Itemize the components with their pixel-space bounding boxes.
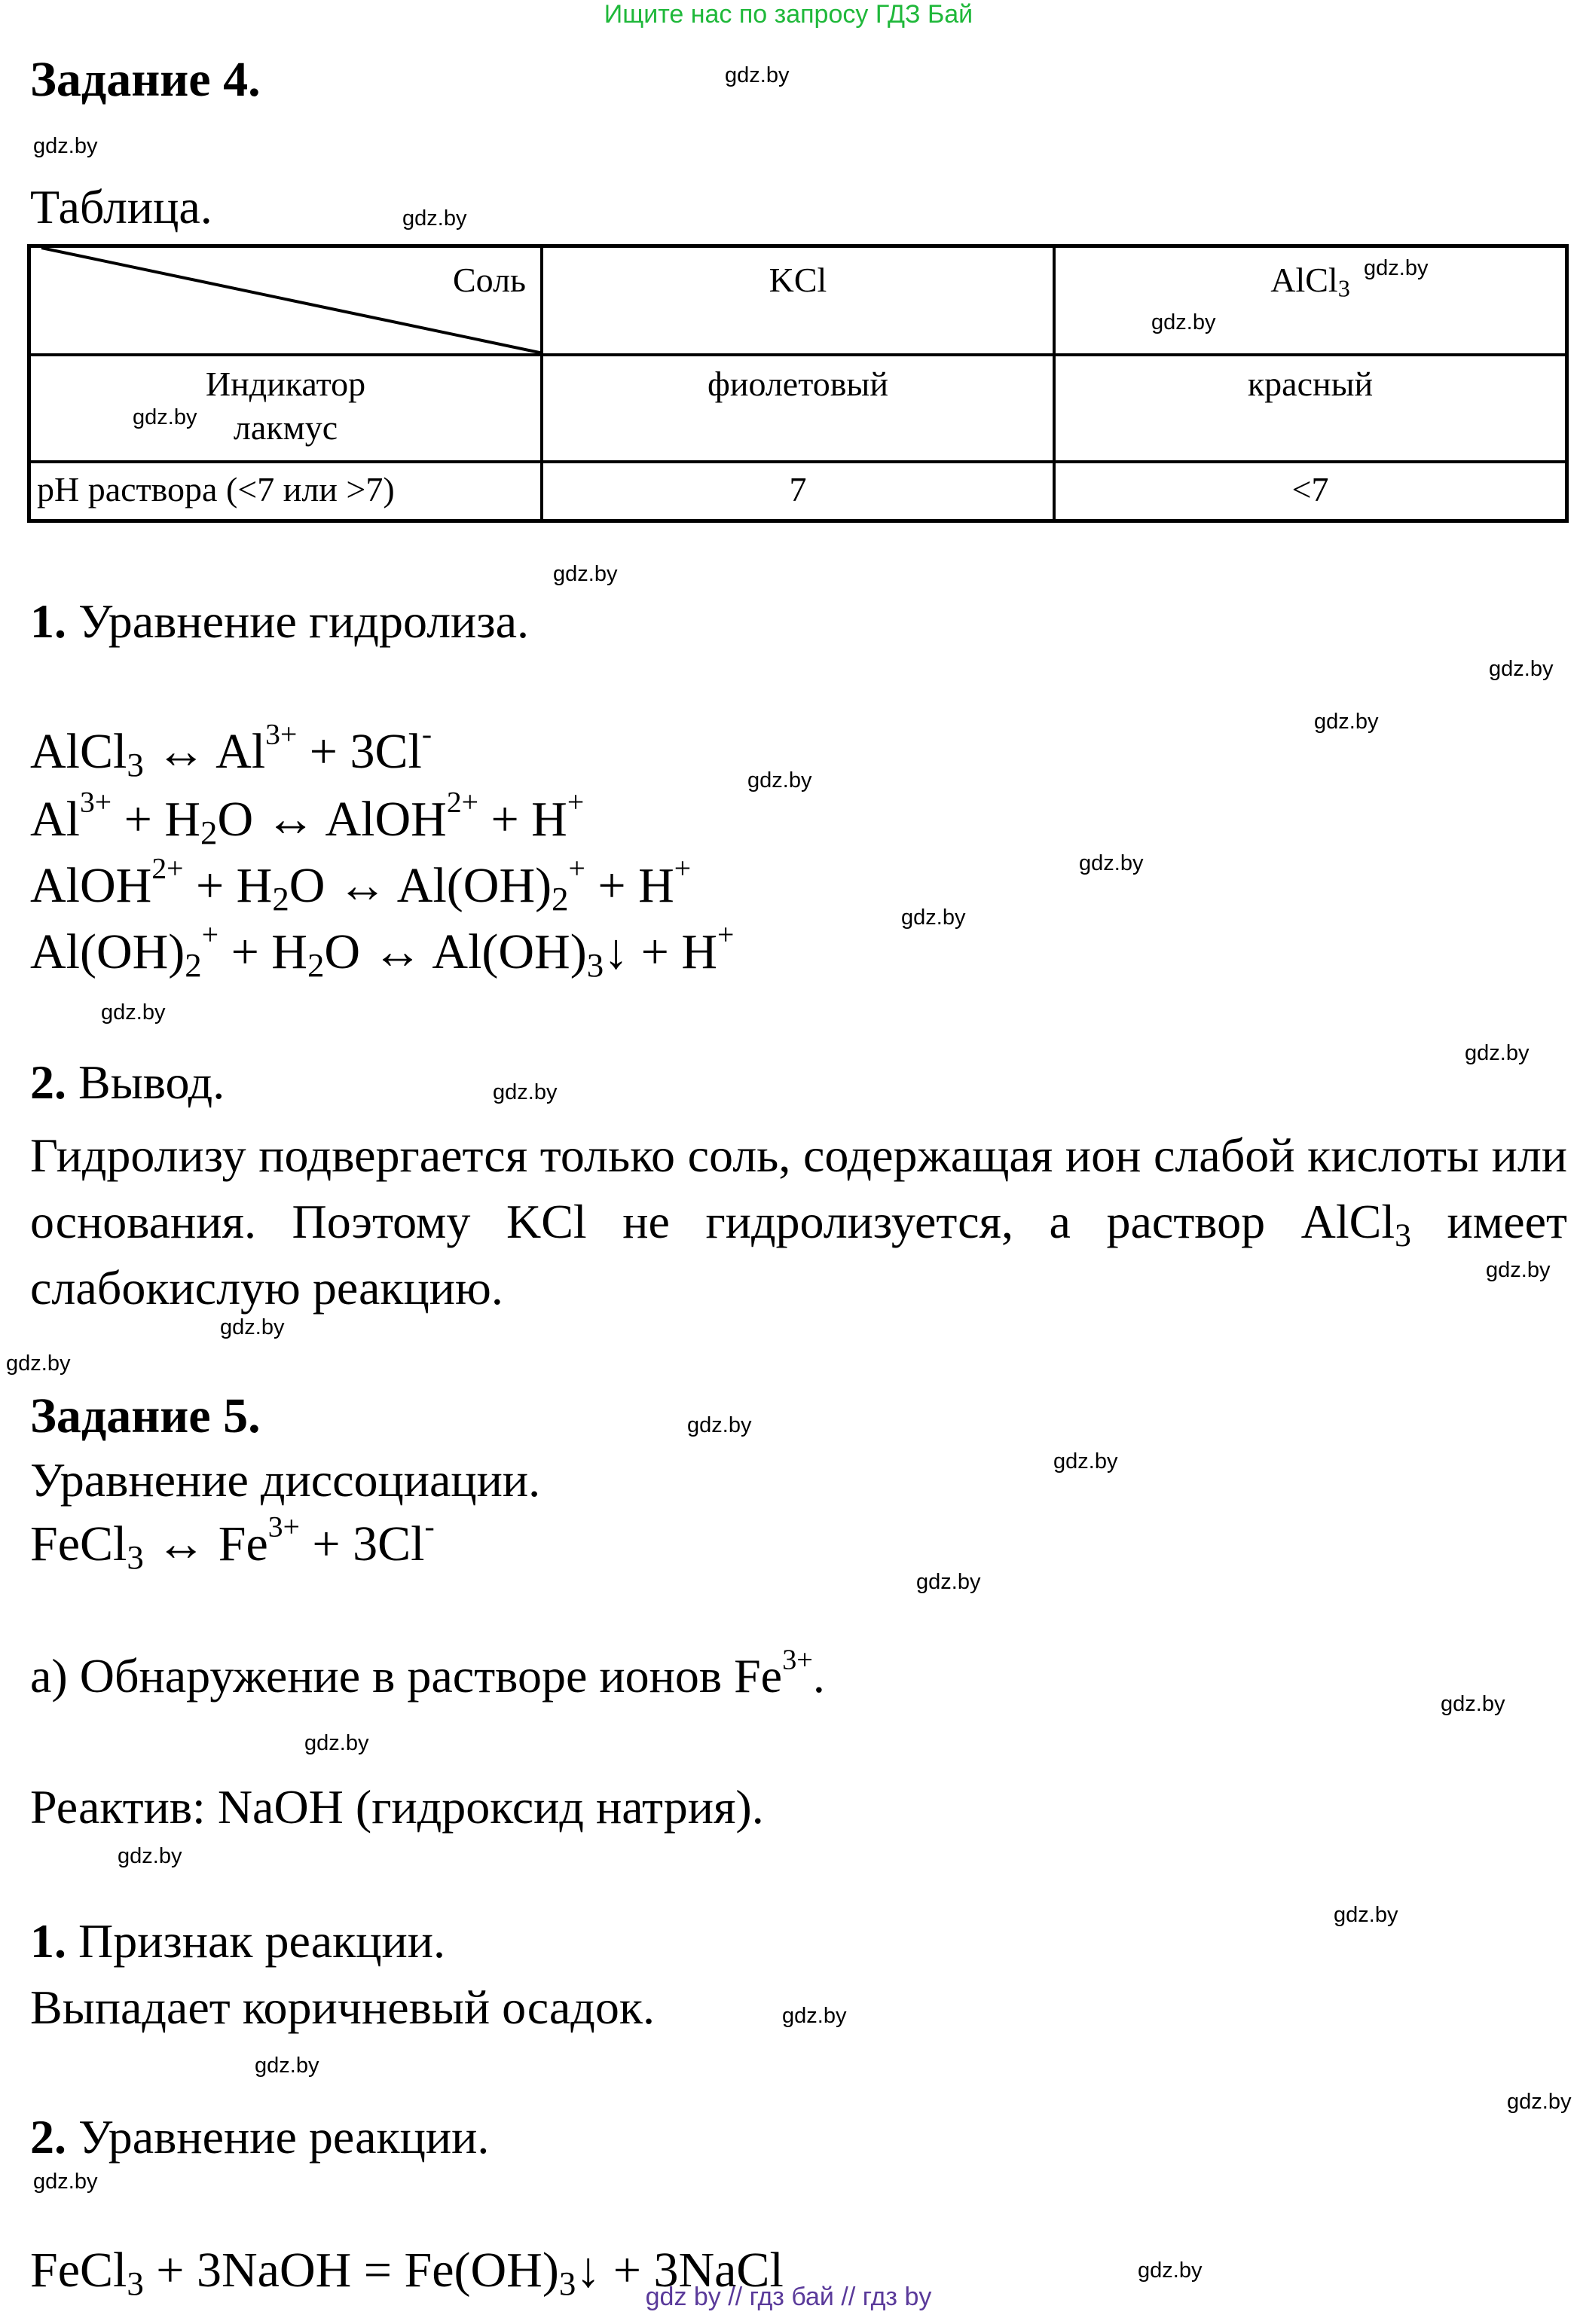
table-header-alcl3: AlCl$_3$ (1270, 261, 1350, 302)
conclusion-heading: 2. Вывод. (30, 1055, 225, 1109)
hydrolysis-equation-3: AlOH$^{2+}$ + $H_2O$ ↔ $Al(OH)_2^+ + H^+$ (30, 851, 692, 918)
watermark: gdz.by (1486, 1258, 1551, 1282)
table-row-ph-label: pH раствора (<7 или >7) (37, 470, 395, 508)
table-row-indicator-label-line2: лакмус (233, 408, 338, 447)
watermark: gdz.by (1489, 657, 1554, 681)
watermark: gdz.by (1364, 256, 1429, 280)
watermark: gdz.by (553, 562, 618, 586)
reaction-sign-text: Выпадает коричневый осадок. (30, 1980, 655, 2034)
watermark: gdz.by (220, 1315, 285, 1339)
table-cell-alcl3-ph: <7 (1291, 470, 1329, 508)
hydrolysis-equation-4: $Al(OH)_2^+ + H_2O$ ↔ $Al(OH)_3↓ + H^+$ (30, 918, 735, 985)
salt-table (27, 244, 1569, 523)
watermark: gdz.by (725, 63, 790, 87)
watermark: gdz.by (901, 905, 966, 930)
part-a-text: а) Обнаружение в растворе ионов $Fe^{3+}$. (30, 1644, 825, 1703)
watermark: gdz.by (1507, 2090, 1572, 2114)
dissociation-equation: FeCl$_3$ ↔ $Fe^{3+} + 3Cl^-$ (30, 1510, 435, 1577)
hydrolysis-heading: 1. Уравнение гидролиза. (30, 594, 529, 648)
watermark: gdz.by (33, 134, 98, 158)
watermark: gdz.by (1151, 310, 1216, 334)
watermark: gdz.by (304, 1731, 369, 1755)
watermark: gdz.by (493, 1080, 558, 1104)
watermark: gdz.by (1079, 851, 1144, 875)
watermark: gdz.by (101, 1000, 166, 1025)
watermark: gdz.by (1053, 1449, 1118, 1473)
watermark: gdz.by (118, 1844, 182, 1868)
watermark: gdz.by (255, 2054, 319, 2078)
dissociation-label: Уравнение диссоциации. (30, 1453, 541, 1507)
watermark: gdz.by (747, 768, 812, 792)
table-cell-alcl3-indicator: красный (1247, 365, 1374, 403)
table-header-kcl: KCl (769, 261, 827, 299)
hydrolysis-equation-1: AlCl$_3$ ↔ $Al^{3+} + 3Cl^-$ (30, 717, 432, 784)
watermark: gdz.by (6, 1351, 71, 1376)
watermark: gdz.by (916, 1570, 981, 1594)
watermark: gdz.by (782, 2004, 847, 2028)
top-banner[interactable]: Ищите нас по запросу ГДЗ Бай (604, 0, 973, 29)
hydrolysis-equation-2: $Al^{3+} + H_2O$ ↔ AlOH$^{2+}$ + H+ (30, 785, 585, 852)
watermark: gdz.by (1441, 1692, 1505, 1716)
watermark: gdz.by (402, 206, 467, 231)
watermark: gdz.by (1138, 2258, 1203, 2283)
footer-links[interactable]: gdz by // гдз бай // гдз by (645, 2283, 932, 2311)
watermark: gdz.by (33, 2170, 98, 2194)
table-corner-label: Соль (453, 261, 527, 299)
table-caption: Таблица. (30, 180, 212, 234)
reagent-text: Реактив: NaOH (гидроксид натрия). (30, 1780, 764, 1834)
task5-title: Задание 5. (30, 1388, 261, 1443)
task4-title: Задание 4. (30, 52, 261, 107)
watermark: gdz.by (1465, 1041, 1530, 1065)
table-cell-kcl-indicator: фиолетовый (708, 365, 888, 403)
watermark: gdz.by (687, 1413, 752, 1437)
table-row-indicator-label-line1: Индикатор (205, 365, 366, 403)
table-cell-kcl-ph: 7 (789, 470, 807, 508)
watermark: gdz.by (1334, 1903, 1398, 1927)
conclusion-text: Гидролизу подвергается только соль, содержащая ион слабой кислоты или основания. Поэтому KCl не гидролизуется, а раствор AlCl$_3$ имеет слабокислую реакцию. (30, 1128, 1568, 1315)
reaction-equation: FeCl$_3$ + 3NaOH = $Fe(OH)_3↓$ + 3NaCl (30, 2243, 784, 2303)
watermark: gdz.by (1314, 710, 1379, 734)
reaction-equation-heading: 2. Уравнение реакции. (30, 2110, 490, 2164)
watermark: gdz.by (133, 405, 197, 429)
reaction-sign-heading: 1. Признак реакции. (30, 1914, 445, 1968)
